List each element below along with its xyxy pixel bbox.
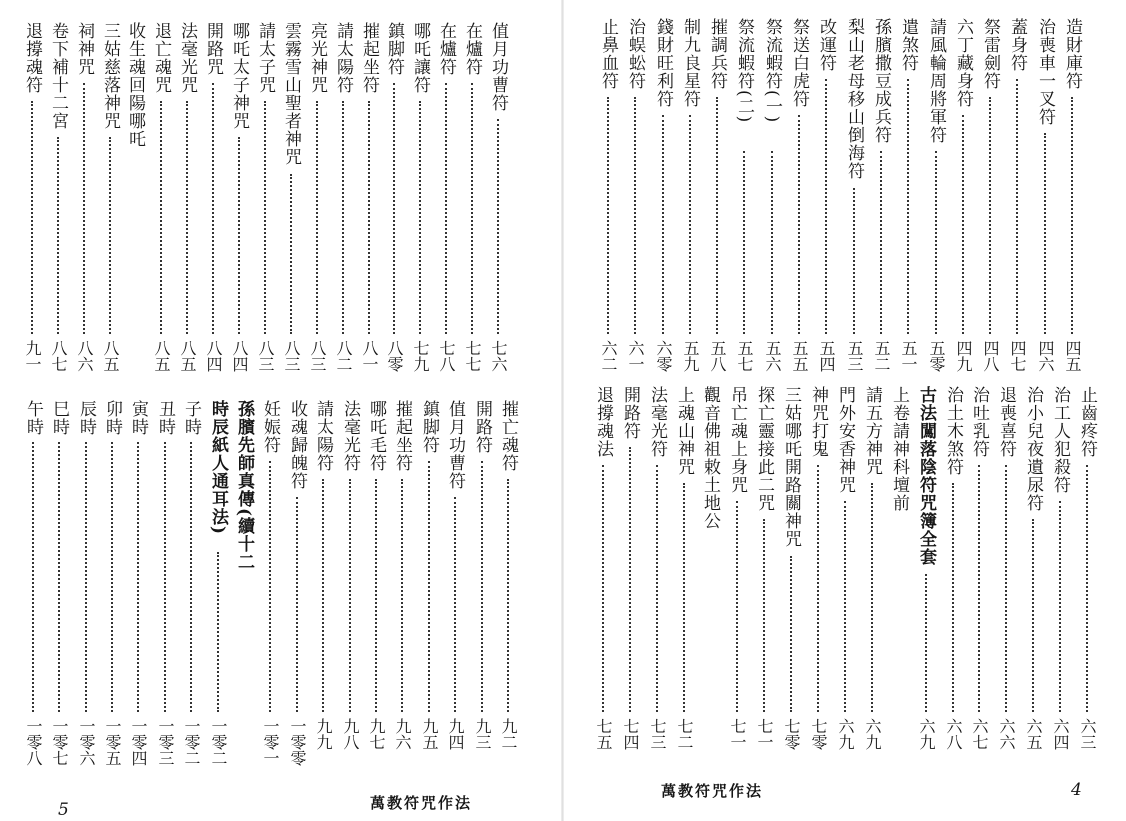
leader-dots: [602, 465, 604, 712]
leader-dots: [83, 83, 85, 334]
leader-dots: [853, 188, 855, 334]
toc-entry: [704, 18, 730, 384]
leader-dots: [401, 479, 403, 712]
toc-entry: [252, 22, 278, 396]
toc-entry: [1074, 386, 1100, 770]
entry-title: 造財庫符: [1062, 18, 1082, 90]
entry-page-number: 六一: [626, 340, 645, 372]
leader-dots: [1016, 79, 1018, 334]
entry-page-number: 七五: [594, 718, 613, 750]
entry-page-number: 五一: [899, 340, 918, 372]
leader-dots: [736, 501, 738, 712]
entry-title: 摧亡魂符: [498, 400, 518, 472]
leader-dots: [109, 137, 111, 334]
entry-page-number: 一零二: [209, 718, 228, 766]
entry-page-number: 六九: [917, 718, 936, 750]
leader-dots: [634, 97, 636, 334]
toc-entry: [913, 386, 939, 770]
entry-page-number: 九五: [420, 718, 439, 750]
toc-entry: [148, 22, 174, 396]
toc-entry: [617, 386, 643, 770]
leader-dots: [481, 461, 483, 712]
toc-entry: [886, 386, 912, 770]
toc-entry: [868, 18, 894, 384]
entry-title: 祭送白虎符: [789, 18, 809, 108]
entry-page-number: 一零六: [77, 718, 96, 766]
leader-dots: [1071, 97, 1073, 334]
toc-entry: [595, 18, 621, 384]
entry-title: 上卷請神科壇前: [889, 386, 909, 512]
toc-entry: [99, 400, 125, 786]
leader-dots: [871, 483, 873, 712]
entry-title: 三姑慈落神咒: [100, 22, 120, 130]
leader-dots: [212, 83, 214, 334]
leader-dots: [629, 447, 631, 712]
toc-entry: [724, 386, 750, 770]
toc-entry: [1059, 18, 1085, 384]
entry-title: 請風輪周將軍符: [926, 18, 946, 144]
entry-page-number: 六六: [997, 718, 1016, 750]
leader-dots: [683, 483, 685, 712]
footer-title: 萬教符咒作法: [370, 794, 473, 812]
entry-title: 孫臏撒豆成兵符: [871, 18, 891, 144]
toc-entry: [950, 18, 976, 384]
entry-page-number: 四八: [981, 340, 1000, 372]
entry-title: 退喪喜符: [996, 386, 1016, 458]
toc-entry: [226, 22, 252, 396]
entry-title: 吊亡魂上身咒: [727, 386, 747, 494]
leader-dots: [32, 442, 34, 712]
entry-page-number: 五八: [708, 340, 727, 372]
toc-entry: [671, 386, 697, 770]
entry-title: 子時: [181, 400, 201, 436]
toc-entry: [152, 400, 178, 786]
entry-title: 祭雷劍符: [980, 18, 1000, 90]
entry-title: 錢財旺利符: [653, 18, 673, 108]
entry-title: 三姑哪吒開路關神咒: [781, 386, 801, 548]
leader-dots: [393, 83, 395, 334]
entry-page-number: 六三: [1078, 718, 1097, 750]
toc-entry: [20, 400, 46, 786]
leader-dots: [497, 119, 499, 334]
entry-title: 止鼻血符: [598, 18, 618, 90]
leader-dots: [269, 461, 271, 712]
toc-entry: [923, 18, 949, 384]
leader-dots: [111, 442, 113, 712]
toc-entry: [778, 386, 804, 770]
entry-title: 孫臏先師真傳(續十二: [234, 400, 254, 572]
entry-page-number: 五零: [927, 340, 946, 372]
entry-page-number: 八五: [178, 340, 197, 372]
entry-title: 蓋身符: [1007, 18, 1027, 72]
leader-dots: [264, 101, 266, 334]
toc-entry: [363, 400, 389, 786]
entry-page-number: 八二: [334, 340, 353, 372]
leader-dots: [164, 442, 166, 712]
entry-page-number: 一零三: [156, 718, 175, 766]
leader-dots: [58, 442, 60, 712]
entry-title: 摧起坐符: [392, 400, 412, 472]
entry-title: 法毫光符: [340, 400, 360, 472]
toc-entry: [485, 22, 511, 396]
leader-dots: [907, 79, 909, 334]
entry-page-number: 七七: [463, 340, 482, 372]
entry-title: 摧調兵符: [707, 18, 727, 90]
entry-page-number: 九七: [367, 718, 386, 750]
entry-title: 鎮脚符: [384, 22, 404, 76]
entry-page-number: 八五: [101, 340, 120, 372]
entry-page-number: 五五: [790, 340, 809, 372]
entry-page-number: 六四: [1051, 718, 1070, 750]
toc-entry: [45, 22, 71, 396]
leader-dots: [662, 115, 664, 334]
leader-dots: [790, 556, 792, 712]
toc-entry: [73, 400, 99, 786]
entry-page-number: 五三: [845, 340, 864, 372]
toc-entry: [1032, 18, 1058, 384]
entry-page-number: 一零零: [288, 718, 307, 766]
entry-title: 退撐魂符: [22, 22, 42, 94]
leader-dots: [471, 83, 473, 334]
entry-page-number: 一零八: [24, 718, 43, 766]
entry-page-number: 七二: [675, 718, 694, 750]
entry-page-number: 九二: [499, 718, 518, 750]
entry-page-number: 八三: [282, 340, 301, 372]
leader-dots: [880, 151, 882, 334]
footer-title: 萬教符咒作法: [661, 782, 764, 800]
entry-page-number: 八四: [230, 340, 249, 372]
entry-title: 請太陽符: [333, 22, 353, 94]
leader-dots: [716, 97, 718, 334]
entry-title: 退撐魂法: [593, 386, 613, 458]
entry-page-number: 一零一: [261, 718, 280, 766]
entry-title: 祭流蝦符(二): [734, 18, 754, 124]
toc-entry: [407, 22, 433, 396]
toc-entry: [895, 18, 921, 384]
entry-title: 治工人犯殺符: [1050, 386, 1070, 494]
entry-page-number: 五六: [763, 340, 782, 372]
entry-title: 治土木煞符: [943, 386, 963, 476]
entry-title: 請太陽符: [313, 400, 333, 472]
leader-dots: [689, 115, 691, 334]
toc-entry: [977, 18, 1003, 384]
entry-title: 治蜈蚣符: [625, 18, 645, 90]
entry-page-number: 七零: [782, 718, 801, 750]
entry-page-number: 六九: [863, 718, 882, 750]
page-number: 5: [58, 800, 69, 820]
entry-page-number: 一零四: [129, 718, 148, 766]
entry-page-number: 八四: [204, 340, 223, 372]
toc-entry: [125, 400, 151, 786]
entry-title: 遣煞符: [898, 18, 918, 72]
leader-dots: [978, 465, 980, 712]
entry-page-number: 八三: [256, 340, 275, 372]
entry-title: 六丁藏身符: [953, 18, 973, 108]
entry-title: 在爐符: [436, 22, 456, 76]
toc-entry: [174, 22, 200, 396]
toc-entry: [178, 400, 204, 786]
leader-dots: [989, 97, 991, 334]
leader-dots: [454, 497, 456, 712]
entry-page-number: 九八: [341, 718, 360, 750]
toc-entry: [859, 386, 885, 770]
entry-title: 寅時: [128, 400, 148, 436]
toc-entry: [278, 22, 304, 396]
leader-dots: [296, 497, 298, 712]
toc-entry: [832, 386, 858, 770]
entry-page-number: 七一: [755, 718, 774, 750]
entry-page-number: 九三: [473, 718, 492, 750]
entry-page-number: 九四: [446, 718, 465, 750]
entry-title: 治小兒夜遺尿符: [1023, 386, 1043, 512]
leader-dots: [935, 151, 937, 334]
entry-title: 妊娠符: [260, 400, 280, 454]
entry-title: 開路咒: [203, 22, 223, 76]
leader-dots: [57, 137, 59, 334]
toc-entry: [495, 400, 521, 786]
leader-dots: [825, 79, 827, 334]
toc-entry: [993, 386, 1019, 770]
entry-page-number: 七八: [437, 340, 456, 372]
entry-title: 請太子咒: [255, 22, 275, 94]
entry-title: 開路符: [620, 386, 640, 440]
entry-title: 摧起坐符: [359, 22, 379, 94]
entry-title: 上魂山神咒: [674, 386, 694, 476]
entry-page-number: 六八: [944, 718, 963, 750]
leader-dots: [1044, 133, 1046, 334]
toc-entry: [337, 400, 363, 786]
entry-title: 祭流蝦符(一): [762, 18, 782, 124]
entry-page-number: 六七: [970, 718, 989, 750]
toc-entry: [122, 22, 148, 396]
entry-page-number: 九六: [393, 718, 412, 750]
toc-entry: [356, 22, 382, 396]
toc-entry: [469, 400, 495, 786]
leader-dots: [290, 174, 292, 334]
toc-entry: [805, 386, 831, 770]
toc-entry: [71, 22, 97, 396]
leader-dots: [656, 465, 658, 712]
entry-page-number: 一零七: [50, 718, 69, 766]
entry-page-number: 四六: [1036, 340, 1055, 372]
entry-page-number: 七四: [621, 718, 640, 750]
entry-page-number: 六二: [599, 340, 618, 372]
entry-title: 值月功曹符: [488, 22, 508, 112]
right-page: [563, 0, 1126, 821]
entry-title: 制九良星符: [680, 18, 700, 108]
entry-page-number: 四九: [954, 340, 973, 372]
entry-page-number: 七九: [411, 340, 430, 372]
entry-page-number: 七六: [489, 340, 508, 372]
leader-dots: [1032, 519, 1034, 712]
leader-dots: [428, 461, 430, 712]
leader-dots: [375, 479, 377, 712]
toc-entry: [442, 400, 468, 786]
toc-entry: [590, 386, 616, 770]
entry-page-number: 六五: [1024, 718, 1043, 750]
toc-entry: [1020, 386, 1046, 770]
entry-page-number: 一零二: [182, 718, 201, 766]
entry-title: 收魂歸魄符: [287, 400, 307, 490]
toc-entry: [697, 386, 723, 770]
leader-dots: [925, 574, 927, 712]
leader-dots: [1086, 465, 1088, 712]
entry-title: 觀音佛祖敕土地公: [700, 386, 720, 530]
leader-dots: [368, 101, 370, 334]
entry-title: 古法闖落陰符咒簿全套: [916, 386, 936, 566]
toc-entry: [284, 400, 310, 786]
leader-dots: [445, 83, 447, 334]
toc-entry: [841, 18, 867, 384]
toc-entry: [389, 400, 415, 786]
entry-title: 哪吒讓符: [410, 22, 430, 94]
entry-title: 辰時: [76, 400, 96, 436]
entry-page-number: 四七: [1008, 340, 1027, 372]
entry-title: 請五方神咒: [862, 386, 882, 476]
toc-entry: [751, 386, 777, 770]
entry-title: 止齒疼符: [1077, 386, 1097, 458]
leader-dots: [798, 115, 800, 334]
entry-page-number: 八三: [308, 340, 327, 372]
toc-entry: [622, 18, 648, 384]
leader-dots: [1005, 465, 1007, 712]
leader-dots: [507, 479, 509, 712]
leader-dots: [186, 101, 188, 334]
toc-entry: [433, 22, 459, 396]
entry-title: 哪吒太子神咒: [229, 22, 249, 130]
entry-page-number: 八六: [75, 340, 94, 372]
leader-dots: [137, 442, 139, 712]
entry-page-number: 四五: [1063, 340, 1082, 372]
toc-entry: [416, 400, 442, 786]
toc-entry: [644, 386, 670, 770]
entry-title: 開路符: [472, 400, 492, 454]
entry-title: 法毫光符: [647, 386, 667, 458]
entry-page-number: 九一: [23, 340, 42, 372]
leader-dots: [419, 101, 421, 334]
toc-entry: [310, 400, 336, 786]
toc-entry: [731, 18, 757, 384]
entry-page-number: 五九: [681, 340, 700, 372]
entry-page-number: 八七: [49, 340, 68, 372]
toc-entry: [966, 386, 992, 770]
entry-title: 改運符: [816, 18, 836, 72]
entry-title: 時辰紙人通耳法): [208, 400, 228, 536]
toc-entry: [304, 22, 330, 396]
toc-entry: [330, 22, 356, 396]
toc-entry: [940, 386, 966, 770]
toc-entry: [1047, 386, 1073, 770]
leader-dots: [190, 442, 192, 712]
leader-dots: [962, 115, 964, 334]
entry-title: 梨山老母移山倒海符: [844, 18, 864, 180]
leader-dots: [342, 101, 344, 334]
toc-entry: [19, 22, 45, 396]
entry-title: 巳時: [49, 400, 69, 436]
leader-dots: [238, 137, 240, 334]
leader-dots: [1059, 501, 1061, 712]
entry-title: 法毫光咒: [177, 22, 197, 94]
entry-title: 丑時: [155, 400, 175, 436]
leader-dots: [85, 442, 87, 712]
entry-page-number: 五二: [872, 340, 891, 372]
entry-page-number: 八零: [385, 340, 404, 372]
leader-dots: [817, 465, 819, 712]
leader-dots: [316, 101, 318, 334]
entry-page-number: 五七: [735, 340, 754, 372]
toc-entry: [759, 18, 785, 384]
entry-title: 探亡靈接此二咒: [754, 386, 774, 512]
entry-title: 治喪車一叉符: [1035, 18, 1055, 126]
leader-dots: [31, 101, 33, 334]
entry-page-number: 六零: [654, 340, 673, 372]
leader-dots: [771, 151, 773, 334]
entry-page-number: 六九: [836, 718, 855, 750]
toc-entry: [677, 18, 703, 384]
leader-dots: [844, 501, 846, 712]
leader-dots: [217, 552, 219, 712]
leader-dots: [160, 101, 162, 334]
toc-entry: [231, 400, 257, 786]
entry-title: 哪吒毛符: [366, 400, 386, 472]
page-number: 4: [1071, 780, 1082, 800]
toc-entry: [46, 400, 72, 786]
leader-dots: [952, 483, 954, 712]
entry-title: 雲霧雪山聖者神咒: [281, 22, 301, 166]
leader-dots: [322, 479, 324, 712]
entry-page-number: 七三: [648, 718, 667, 750]
entry-page-number: 八一: [360, 340, 379, 372]
toc-entry: [257, 400, 283, 786]
leader-dots: [349, 479, 351, 712]
toc-entry: [459, 22, 485, 396]
entry-title: 祠神咒: [74, 22, 94, 76]
entry-title: 收生魂回陽哪吒: [125, 22, 145, 148]
toc-entry: [97, 22, 123, 396]
toc-entry: [786, 18, 812, 384]
entry-title: 在爐符: [462, 22, 482, 76]
leader-dots: [607, 97, 609, 334]
entry-title: 鎮脚符: [419, 400, 439, 454]
entry-title: 午時: [23, 400, 43, 436]
entry-title: 治吐乳符: [969, 386, 989, 458]
entry-title: 卯時: [102, 400, 122, 436]
entry-page-number: 一零五: [103, 718, 122, 766]
entry-page-number: 七零: [809, 718, 828, 750]
entry-title: 退亡魂咒: [151, 22, 171, 94]
toc-entry: [1004, 18, 1030, 384]
toc-entry: [813, 18, 839, 384]
leader-dots: [763, 519, 765, 712]
entry-title: 門外安香神咒: [835, 386, 855, 494]
entry-page-number: 九九: [314, 718, 333, 750]
toc-entry: [381, 22, 407, 396]
leader-dots: [743, 151, 745, 334]
entry-page-number: 七一: [728, 718, 747, 750]
entry-title: 神咒打鬼: [808, 386, 828, 458]
toc-entry: [200, 22, 226, 396]
entry-title: 卷下補十二宮: [48, 22, 68, 130]
entry-title: 值月功曹符: [445, 400, 465, 490]
entry-page-number: 八五: [152, 340, 171, 372]
entry-page-number: 五四: [817, 340, 836, 372]
toc-entry: [650, 18, 676, 384]
toc-entry: [205, 400, 231, 786]
entry-title: 亮光神咒: [307, 22, 327, 94]
